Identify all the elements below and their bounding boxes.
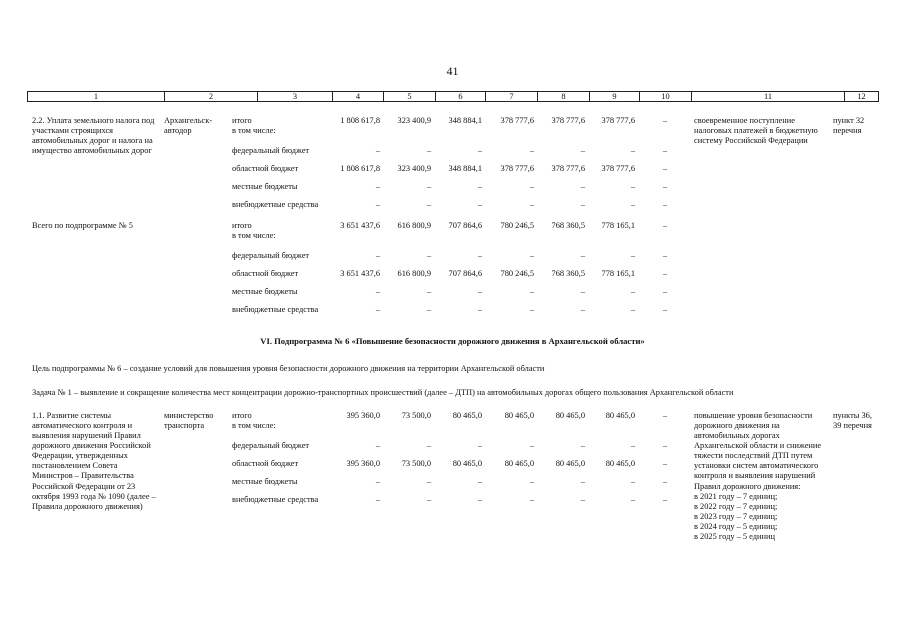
value-cell: 80 465,0 bbox=[504, 459, 534, 468]
value-cell: – bbox=[662, 411, 668, 420]
value-cell: 323 400,9 bbox=[397, 164, 431, 173]
executor: министерство транспорта bbox=[164, 411, 214, 431]
subprogram-goal: Цель подпрограммы № 6 – создание условий для повышения уровня безопасности дорожного движения на территории Архангельской области bbox=[32, 364, 545, 373]
value-cell: 395 360,0 bbox=[346, 411, 380, 420]
value-cell: – bbox=[580, 477, 585, 486]
header-col-7: 7 bbox=[486, 92, 538, 101]
header-col-11: 11 bbox=[692, 92, 845, 101]
header-col-8: 8 bbox=[538, 92, 590, 101]
activity-name: 1.1. Развитие системы автоматического контроля и выявления нарушений Правил дорожного движения Российской Федерации, утвержденных постановлением Совета Министров – Правительства Российской Федерации от 23 октября 1993 года № 1090 (далее – Правила дорожного движения) bbox=[32, 411, 156, 511]
value-cell: – bbox=[375, 287, 380, 296]
value-cell: – bbox=[662, 459, 668, 468]
value-cell: 780 246,5 bbox=[500, 269, 534, 278]
funding-source: местные бюджеты bbox=[232, 182, 298, 191]
header-col-12: 12 bbox=[857, 92, 866, 101]
header-col-5: 5 bbox=[384, 92, 436, 101]
value-cell: – bbox=[529, 251, 534, 260]
value-cell: – bbox=[580, 495, 585, 504]
funding-source: итого в том числе: bbox=[232, 221, 276, 241]
funding-source: федеральный бюджет bbox=[232, 146, 310, 155]
header-col-6: 6 bbox=[436, 92, 486, 101]
value-cell: 378 777,6 bbox=[551, 116, 585, 125]
value-cell: 378 777,6 bbox=[500, 116, 534, 125]
value-cell: – bbox=[477, 182, 482, 191]
value-cell: 80 465,0 bbox=[605, 459, 635, 468]
value-cell: – bbox=[477, 305, 482, 314]
value-cell: – bbox=[630, 477, 635, 486]
activity-name: Всего по подпрограмме № 5 bbox=[32, 221, 133, 230]
value-cell: – bbox=[477, 477, 482, 486]
activity-name: 2.2. Уплата земельного налога под участками строящихся автомобильных дорог и налога на имущество автомобильных дорог bbox=[32, 116, 155, 156]
funding-source: областной бюджет bbox=[232, 164, 299, 173]
value-cell: – bbox=[529, 441, 534, 450]
value-cell: – bbox=[426, 305, 431, 314]
header-col-3: 3 bbox=[258, 92, 333, 101]
value-cell: – bbox=[662, 116, 668, 125]
value-cell: – bbox=[662, 200, 668, 209]
value-cell: – bbox=[662, 251, 668, 260]
indicator-link: пункт 32 перечня bbox=[833, 116, 865, 136]
value-cell: – bbox=[529, 477, 534, 486]
value-cell: – bbox=[630, 287, 635, 296]
funding-source: местные бюджеты bbox=[232, 287, 298, 296]
value-cell: 378 777,6 bbox=[551, 164, 585, 173]
value-cell: – bbox=[426, 182, 431, 191]
value-cell: – bbox=[580, 441, 585, 450]
value-cell: 1 808 617,8 bbox=[340, 164, 380, 173]
value-cell: 73 500,0 bbox=[401, 411, 431, 420]
value-cell: – bbox=[529, 495, 534, 504]
value-cell: 348 884,1 bbox=[448, 164, 482, 173]
value-cell: – bbox=[529, 305, 534, 314]
value-cell: – bbox=[426, 495, 431, 504]
funding-source: областной бюджет bbox=[232, 459, 299, 468]
value-cell: – bbox=[426, 146, 431, 155]
value-cell: – bbox=[630, 182, 635, 191]
value-cell: – bbox=[662, 305, 668, 314]
value-cell: 80 465,0 bbox=[605, 411, 635, 420]
value-cell: 1 808 617,8 bbox=[340, 116, 380, 125]
value-cell: 323 400,9 bbox=[397, 116, 431, 125]
funding-source: федеральный бюджет bbox=[232, 441, 310, 450]
value-cell: – bbox=[426, 441, 431, 450]
expected-result: своевременное поступление налоговых платежей в бюджетную систему Российской Федерации bbox=[694, 116, 818, 146]
value-cell: – bbox=[662, 287, 668, 296]
value-cell: 80 465,0 bbox=[452, 411, 482, 420]
value-cell: 707 864,6 bbox=[448, 221, 482, 230]
value-cell: – bbox=[630, 441, 635, 450]
funding-source: итого в том числе: bbox=[232, 411, 276, 431]
value-cell: – bbox=[662, 269, 668, 278]
value-cell: – bbox=[375, 251, 380, 260]
value-cell: 778 165,1 bbox=[601, 221, 635, 230]
value-cell: – bbox=[630, 200, 635, 209]
value-cell: 395 360,0 bbox=[346, 459, 380, 468]
value-cell: 768 360,5 bbox=[551, 221, 585, 230]
header-col-4: 4 bbox=[333, 92, 384, 101]
funding-source: областной бюджет bbox=[232, 269, 299, 278]
value-cell: – bbox=[630, 305, 635, 314]
value-cell: – bbox=[477, 441, 482, 450]
value-cell: – bbox=[580, 305, 585, 314]
header-col-10: 10 bbox=[640, 92, 692, 101]
value-cell: – bbox=[630, 251, 635, 260]
value-cell: – bbox=[477, 200, 482, 209]
funding-source: внебюджетные средства bbox=[232, 200, 319, 209]
value-cell: – bbox=[662, 221, 668, 230]
value-cell: 780 246,5 bbox=[500, 221, 534, 230]
value-cell: 80 465,0 bbox=[555, 459, 585, 468]
value-cell: – bbox=[477, 251, 482, 260]
value-cell: – bbox=[529, 200, 534, 209]
value-cell: 3 651 437,6 bbox=[340, 221, 380, 230]
value-cell: 707 864,6 bbox=[448, 269, 482, 278]
value-cell: – bbox=[529, 182, 534, 191]
value-cell: 80 465,0 bbox=[555, 411, 585, 420]
value-cell: 378 777,6 bbox=[601, 164, 635, 173]
value-cell: – bbox=[375, 200, 380, 209]
section-title: VI. Подпрограмма № 6 «Повышение безопасности дорожного движения в Архангельской области» bbox=[260, 336, 645, 346]
value-cell: – bbox=[375, 305, 380, 314]
value-cell: – bbox=[662, 495, 668, 504]
funding-source: местные бюджеты bbox=[232, 477, 298, 486]
value-cell: 80 465,0 bbox=[504, 411, 534, 420]
value-cell: – bbox=[529, 146, 534, 155]
value-cell: – bbox=[662, 477, 668, 486]
value-cell: – bbox=[426, 287, 431, 296]
funding-source: федеральный бюджет bbox=[232, 251, 310, 260]
value-cell: – bbox=[662, 441, 668, 450]
funding-source: внебюджетные средства bbox=[232, 305, 319, 314]
value-cell: – bbox=[580, 182, 585, 191]
value-cell: – bbox=[375, 477, 380, 486]
value-cell: 768 360,5 bbox=[551, 269, 585, 278]
value-cell: – bbox=[426, 251, 431, 260]
value-cell: – bbox=[375, 441, 380, 450]
value-cell: – bbox=[630, 146, 635, 155]
value-cell: – bbox=[477, 146, 482, 155]
value-cell: 3 651 437,6 bbox=[340, 269, 380, 278]
value-cell: 80 465,0 bbox=[452, 459, 482, 468]
value-cell: – bbox=[630, 495, 635, 504]
value-cell: – bbox=[426, 200, 431, 209]
value-cell: – bbox=[662, 182, 668, 191]
value-cell: – bbox=[580, 287, 585, 296]
value-cell: – bbox=[662, 164, 668, 173]
value-cell: – bbox=[580, 251, 585, 260]
value-cell: – bbox=[477, 495, 482, 504]
value-cell: – bbox=[662, 146, 668, 155]
value-cell: – bbox=[375, 146, 380, 155]
page-number: 41 bbox=[446, 64, 459, 78]
value-cell: 778 165,1 bbox=[601, 269, 635, 278]
value-cell: – bbox=[426, 477, 431, 486]
value-cell: 616 800,9 bbox=[397, 221, 431, 230]
value-cell: 378 777,6 bbox=[500, 164, 534, 173]
value-cell: – bbox=[529, 287, 534, 296]
value-cell: 348 884,1 bbox=[448, 116, 482, 125]
value-cell: – bbox=[580, 200, 585, 209]
value-cell: – bbox=[580, 146, 585, 155]
header-col-1: 1 bbox=[28, 92, 165, 101]
value-cell: 378 777,6 bbox=[601, 116, 635, 125]
task-text: Задача № 1 – выявление и сокращение количества мест концентрации дорожно-транспортных происшествий (далее – ДТП) на автомобильных дорогах общего пользования Архангельской области bbox=[32, 388, 734, 397]
funding-source: итого в том числе: bbox=[232, 116, 276, 136]
value-cell: – bbox=[375, 182, 380, 191]
table-header bbox=[27, 91, 879, 102]
indicator-link: пункты 36, 39 перечня bbox=[833, 411, 872, 431]
funding-source: внебюджетные средства bbox=[232, 495, 319, 504]
value-cell: – bbox=[477, 287, 482, 296]
expected-result: повышение уровня безопасности дорожного движения на автомобильных дорогах Архангельской области и снижение тяжести последствий ДТП путем установки систем автоматического контроля и выявления нарушений Правил дорожного движения: в 2021 году – 7 единиц; в 2022 году – 7 единиц; в 2023 году – 7 единиц; в 2024 году – 5 единиц; в 2025 году – 5 единиц bbox=[694, 411, 822, 541]
header-col-9: 9 bbox=[590, 92, 640, 101]
value-cell: – bbox=[375, 495, 380, 504]
executor: Архангельск-автодор bbox=[164, 116, 213, 136]
header-col-2: 2 bbox=[165, 92, 258, 101]
value-cell: 616 800,9 bbox=[397, 269, 431, 278]
value-cell: 73 500,0 bbox=[401, 459, 431, 468]
